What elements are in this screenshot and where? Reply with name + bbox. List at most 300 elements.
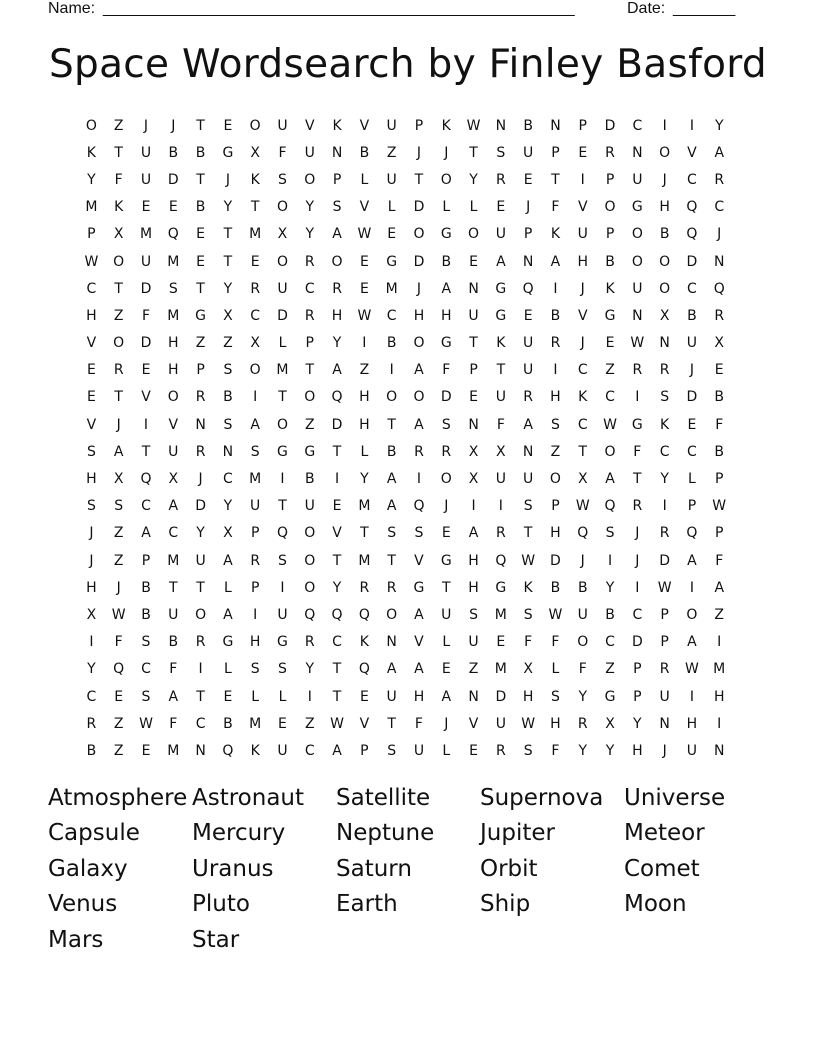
grid-letter[interactable]: U [441,606,452,623]
grid-letter[interactable]: P [305,335,315,352]
grid-letter[interactable]: D [413,253,425,270]
grid-letter[interactable]: A [714,579,725,596]
grid-letter[interactable]: Q [577,525,589,542]
grid-letter[interactable]: X [468,471,479,488]
grid-letter[interactable]: J [689,362,695,379]
grid-letter[interactable]: Q [358,606,371,623]
grid-letter[interactable]: C [195,715,206,732]
grid-letter[interactable]: W [357,226,372,243]
grid-letter[interactable]: H [86,471,98,488]
grid-letter[interactable]: A [386,661,397,678]
grid-letter[interactable]: K [86,144,97,161]
grid-letter[interactable]: F [442,362,451,379]
grid-letter[interactable]: U [386,688,398,705]
grid-letter[interactable]: D [686,253,698,270]
grid-letter[interactable]: F [551,742,560,759]
grid-letter[interactable]: X [496,443,507,460]
grid-letter[interactable]: H [632,742,644,759]
grid-letter[interactable]: W [712,498,727,515]
grid-letter[interactable]: D [167,171,180,188]
grid-letter[interactable]: N [713,253,725,270]
date-field-line[interactable]: _______ [673,0,736,17]
grid-letter[interactable]: A [386,498,397,515]
grid-letter[interactable]: D [413,199,425,216]
grid-letter[interactable]: Q [686,199,698,216]
grid-letter[interactable]: W [330,715,345,732]
grid-letter[interactable]: A [141,525,152,542]
grid-letter[interactable]: Y [87,171,97,188]
grid-letter[interactable]: B [714,443,725,460]
grid-letter[interactable]: U [468,307,480,324]
grid-letter[interactable]: U [632,171,643,188]
grid-letter[interactable]: S [86,498,97,515]
grid-letter[interactable]: A [441,688,452,705]
grid-letter[interactable]: B [687,307,698,324]
grid-letter[interactable]: R [523,389,534,406]
grid-letter[interactable]: J [89,525,94,542]
grid-letter[interactable]: K [523,579,534,596]
grid-letter[interactable]: Q [222,742,234,759]
grid-letter[interactable]: I [607,552,613,569]
grid-letter[interactable]: J [635,525,640,542]
grid-letter[interactable]: H [249,634,261,651]
grid-letter[interactable]: M [139,226,153,243]
grid-letter[interactable]: U [250,498,261,515]
grid-letter[interactable]: F [578,661,588,678]
grid-letter[interactable]: S [278,661,288,678]
grid-letter[interactable]: C [141,661,152,678]
grid-letter[interactable]: W [357,307,372,324]
grid-letter[interactable]: E [223,688,233,705]
grid-letter[interactable]: H [522,688,534,705]
grid-letter[interactable]: U [386,171,398,188]
grid-letter[interactable]: U [659,688,671,705]
grid-letter[interactable]: M [249,471,262,488]
grid-letter[interactable]: M [276,362,290,379]
grid-letter[interactable]: S [332,199,343,216]
grid-letter[interactable]: J [416,144,422,161]
grid-letter[interactable]: L [442,742,451,759]
grid-letter[interactable]: C [632,117,643,134]
grid-letter[interactable]: M [358,498,371,515]
grid-letter[interactable]: T [196,117,206,134]
grid-letter[interactable]: C [86,688,97,705]
grid-letter[interactable]: N [195,742,207,759]
grid-letter[interactable]: K [496,335,506,352]
grid-letter[interactable]: N [468,688,480,705]
grid-letter[interactable]: S [469,606,479,623]
grid-letter[interactable]: A [113,443,124,460]
grid-letter[interactable]: H [168,335,180,352]
grid-letter[interactable]: O [659,144,671,161]
grid-letter[interactable]: A [168,688,179,705]
grid-letter[interactable]: I [307,688,313,705]
grid-letter[interactable]: D [277,307,289,324]
grid-letter[interactable]: L [688,471,697,488]
grid-letter[interactable]: X [277,226,288,243]
grid-letter[interactable]: E [332,498,342,515]
grid-letter[interactable]: S [496,144,506,161]
grid-letter[interactable]: Z [113,552,124,569]
grid-letter[interactable]: T [469,335,479,352]
grid-letter[interactable]: O [331,253,344,270]
grid-letter[interactable]: X [113,471,124,488]
grid-letter[interactable]: I [662,498,668,515]
grid-letter[interactable]: A [332,742,343,759]
grid-letter[interactable]: T [523,525,533,542]
grid-letter[interactable]: B [550,307,561,324]
grid-letter[interactable]: V [414,634,425,651]
grid-letter[interactable]: J [89,552,94,569]
grid-letter[interactable]: S [168,280,179,297]
grid-letter[interactable]: A [605,471,616,488]
grid-letter[interactable]: B [441,253,452,270]
grid-letter[interactable]: K [605,280,616,297]
grid-letter[interactable]: G [495,579,507,596]
grid-letter[interactable]: B [86,742,97,759]
grid-letter[interactable]: U [577,606,589,623]
grid-letter[interactable]: N [386,634,398,651]
grid-letter[interactable]: Y [332,335,342,352]
grid-letter[interactable]: R [714,307,725,324]
grid-letter[interactable]: D [140,280,152,297]
grid-letter[interactable]: Q [167,226,180,243]
grid-letter[interactable]: I [253,606,258,623]
grid-letter[interactable]: R [386,579,398,596]
grid-letter[interactable]: M [249,715,262,732]
grid-letter[interactable]: P [523,226,533,243]
grid-letter[interactable]: S [551,688,561,705]
grid-letter[interactable]: C [86,280,97,297]
grid-letter[interactable]: Y [660,471,670,488]
grid-letter[interactable]: O [304,579,316,596]
grid-letter[interactable]: I [143,416,149,433]
grid-letter[interactable]: H [440,307,453,324]
grid-letter[interactable]: P [414,117,424,134]
grid-letter[interactable]: I [662,117,668,134]
grid-letter[interactable]: T [114,280,124,297]
grid-letter[interactable]: L [442,199,451,216]
grid-letter[interactable]: S [551,416,561,433]
grid-letter[interactable]: M [713,661,726,678]
grid-letter[interactable]: G [277,443,289,460]
grid-letter[interactable]: S [523,498,534,515]
grid-letter[interactable]: E [469,253,479,270]
grid-letter[interactable]: H [577,253,589,270]
grid-letter[interactable]: T [114,144,124,161]
grid-letter[interactable]: W [575,498,591,515]
grid-letter[interactable]: B [223,389,234,406]
grid-letter[interactable]: X [113,226,124,243]
grid-letter[interactable]: P [578,117,588,134]
grid-letter[interactable]: E [359,253,370,270]
grid-letter[interactable]: N [468,416,480,433]
grid-letter[interactable]: O [631,226,644,243]
grid-letter[interactable]: U [168,606,179,623]
grid-letter[interactable]: M [167,307,180,324]
grid-letter[interactable]: I [635,579,640,596]
grid-letter[interactable]: J [635,552,640,569]
grid-letter[interactable]: R [414,443,425,460]
grid-letter[interactable]: O [167,389,180,406]
grid-letter[interactable]: V [414,552,425,569]
grid-letter[interactable]: F [114,171,124,188]
grid-letter[interactable]: S [523,606,534,623]
grid-letter[interactable]: S [441,416,452,433]
grid-letter[interactable]: A [414,416,425,433]
grid-letter[interactable]: U [523,144,534,161]
grid-letter[interactable]: B [605,606,616,623]
grid-letter[interactable]: R [632,362,643,379]
grid-letter[interactable]: R [659,362,670,379]
grid-letter[interactable]: J [526,199,531,216]
grid-letter[interactable]: A [332,362,343,379]
grid-letter[interactable]: T [469,144,479,161]
grid-letter[interactable]: X [250,144,261,161]
grid-letter[interactable]: P [660,606,670,623]
grid-letter[interactable]: S [250,661,261,678]
grid-letter[interactable]: C [714,199,725,216]
grid-letter[interactable]: S [605,525,615,542]
grid-letter[interactable]: N [331,144,343,161]
grid-letter[interactable]: G [440,335,453,352]
grid-letter[interactable]: I [580,171,586,188]
grid-letter[interactable]: L [223,579,233,596]
grid-letter[interactable]: J [717,226,722,243]
grid-letter[interactable]: E [141,362,151,379]
grid-letter[interactable]: R [195,443,206,460]
grid-letter[interactable]: E [86,362,97,379]
grid-letter[interactable]: I [280,471,286,488]
grid-letter[interactable]: L [278,688,287,705]
grid-letter[interactable]: Y [578,742,588,759]
grid-letter[interactable]: Q [331,389,344,406]
grid-letter[interactable]: C [222,471,234,488]
grid-letter[interactable]: I [280,579,286,596]
grid-letter[interactable]: Y [196,525,206,542]
grid-letter[interactable]: U [686,742,698,759]
grid-letter[interactable]: T [332,552,342,569]
grid-letter[interactable]: T [169,579,179,596]
grid-letter[interactable]: Y [305,199,315,216]
grid-letter[interactable]: J [171,117,176,134]
grid-letter[interactable]: L [223,661,233,678]
grid-letter[interactable]: P [87,226,97,243]
grid-letter[interactable]: E [141,199,151,216]
grid-letter[interactable]: W [139,715,154,732]
grid-letter[interactable]: R [250,552,261,569]
grid-letter[interactable]: I [198,661,204,678]
grid-letter[interactable]: G [222,144,234,161]
grid-letter[interactable]: H [359,389,371,406]
grid-letter[interactable]: L [360,171,369,188]
grid-letter[interactable]: J [662,742,668,759]
grid-letter[interactable]: O [249,117,262,134]
grid-letter[interactable]: S [660,389,670,406]
grid-letter[interactable]: Q [276,525,289,542]
grid-letter[interactable]: O [686,606,698,623]
grid-letter[interactable]: I [389,362,395,379]
grid-letter[interactable]: C [304,742,316,759]
grid-letter[interactable]: B [223,715,234,732]
grid-letter[interactable]: W [548,606,563,623]
grid-letter[interactable]: Q [686,226,698,243]
grid-letter[interactable]: U [304,498,316,515]
grid-letter[interactable]: N [522,253,534,270]
grid-letter[interactable]: Z [359,362,370,379]
grid-letter[interactable]: E [714,362,725,379]
grid-letter[interactable]: U [277,742,289,759]
grid-letter[interactable]: A [687,634,698,651]
grid-letter[interactable]: H [168,362,180,379]
grid-letter[interactable]: O [113,335,125,352]
grid-letter[interactable]: Z [113,715,124,732]
grid-letter[interactable]: T [414,171,424,188]
grid-letter[interactable]: X [659,307,670,324]
grid-letter[interactable]: A [496,253,507,270]
grid-letter[interactable]: J [225,171,231,188]
grid-letter[interactable]: U [495,471,507,488]
grid-letter[interactable]: P [605,226,615,243]
grid-letter[interactable]: R [304,253,316,270]
grid-letter[interactable]: V [359,117,370,134]
grid-letter[interactable]: H [686,715,698,732]
grid-letter[interactable]: H [86,579,98,596]
grid-letter[interactable]: N [632,307,644,324]
grid-letter[interactable]: A [550,253,561,270]
grid-letter[interactable]: N [550,117,562,134]
grid-letter[interactable]: K [332,117,343,134]
grid-letter[interactable]: E [496,199,506,216]
grid-letter[interactable]: Z [113,742,124,759]
grid-letter[interactable]: A [414,362,425,379]
grid-letter[interactable]: A [332,226,343,243]
grid-letter[interactable]: U [523,362,534,379]
grid-letter[interactable]: K [250,742,261,759]
grid-letter[interactable]: O [276,199,289,216]
grid-letter[interactable]: O [113,253,125,270]
grid-letter[interactable]: E [523,171,534,188]
grid-letter[interactable]: I [553,280,559,297]
grid-letter[interactable]: V [141,389,152,406]
grid-letter[interactable]: V [577,307,589,324]
grid-letter[interactable]: T [441,579,452,596]
grid-letter[interactable]: B [195,199,206,216]
grid-letter[interactable]: N [495,117,507,134]
grid-letter[interactable]: O [440,171,453,188]
grid-letter[interactable]: P [469,362,479,379]
grid-letter[interactable]: T [332,443,342,460]
grid-letter[interactable]: S [523,742,534,759]
grid-letter[interactable]: J [580,280,586,297]
grid-letter[interactable]: U [195,552,207,569]
grid-letter[interactable]: V [359,199,370,216]
grid-letter[interactable]: W [466,117,481,134]
grid-letter[interactable]: G [495,307,507,324]
grid-letter[interactable]: V [687,144,698,161]
grid-letter[interactable]: U [495,226,507,243]
grid-letter[interactable]: I [335,471,340,488]
grid-letter[interactable]: E [196,253,206,270]
grid-letter[interactable]: C [304,280,316,297]
grid-letter[interactable]: B [195,144,206,161]
grid-letter[interactable]: I [689,117,695,134]
grid-letter[interactable]: H [413,307,425,324]
grid-letter[interactable]: P [332,171,342,188]
grid-letter[interactable]: L [442,634,451,651]
grid-letter[interactable]: A [687,552,698,569]
grid-letter[interactable]: H [468,552,480,569]
grid-letter[interactable]: B [168,144,179,161]
grid-letter[interactable]: Z [304,416,316,433]
grid-letter[interactable]: G [631,416,644,433]
grid-letter[interactable]: M [249,226,262,243]
grid-letter[interactable]: L [360,443,369,460]
grid-letter[interactable]: G [413,579,425,596]
grid-letter[interactable]: C [332,634,343,651]
grid-letter[interactable]: V [332,525,343,542]
grid-letter[interactable]: A [223,606,234,623]
grid-letter[interactable]: J [444,715,449,732]
grid-letter[interactable]: V [468,715,479,732]
grid-letter[interactable]: P [250,525,260,542]
grid-letter[interactable]: F [278,144,287,161]
grid-letter[interactable]: E [250,253,261,270]
grid-letter[interactable]: P [196,362,206,379]
grid-letter[interactable]: G [222,634,234,651]
grid-letter[interactable]: Z [113,307,124,324]
grid-letter[interactable]: O [468,226,480,243]
grid-letter[interactable]: Q [522,280,535,297]
grid-letter[interactable]: Y [223,280,233,297]
grid-letter[interactable]: G [195,307,207,324]
grid-letter[interactable]: F [141,307,151,324]
grid-letter[interactable]: O [304,552,316,569]
grid-letter[interactable]: R [659,525,670,542]
grid-letter[interactable]: V [86,335,97,352]
grid-letter[interactable]: Q [331,606,344,623]
grid-letter[interactable]: Z [195,335,206,352]
grid-letter[interactable]: O [440,471,453,488]
grid-letter[interactable]: K [550,226,561,243]
grid-letter[interactable]: T [114,389,124,406]
grid-letter[interactable]: I [635,389,640,406]
grid-letter[interactable]: U [277,117,289,134]
grid-letter[interactable]: Z [223,335,234,352]
grid-letter[interactable]: Q [713,280,726,297]
grid-letter[interactable]: K [578,389,588,406]
grid-letter[interactable]: P [360,742,370,759]
grid-letter[interactable]: T [278,498,288,515]
grid-letter[interactable]: R [441,443,452,460]
grid-letter[interactable]: M [494,661,508,678]
grid-letter[interactable]: V [359,715,370,732]
grid-letter[interactable]: Q [413,498,425,515]
grid-letter[interactable]: C [605,634,616,651]
grid-letter[interactable]: R [550,335,561,352]
grid-letter[interactable]: U [168,443,179,460]
grid-letter[interactable]: Y [578,688,588,705]
grid-letter[interactable]: B [386,335,397,352]
grid-letter[interactable]: C [168,525,179,542]
grid-letter[interactable]: M [358,552,371,569]
grid-letter[interactable]: J [444,144,449,161]
grid-letter[interactable]: M [167,253,180,270]
grid-letter[interactable]: F [524,634,533,651]
grid-letter[interactable]: A [523,416,534,433]
grid-letter[interactable]: H [331,307,343,324]
grid-letter[interactable]: O [413,226,425,243]
